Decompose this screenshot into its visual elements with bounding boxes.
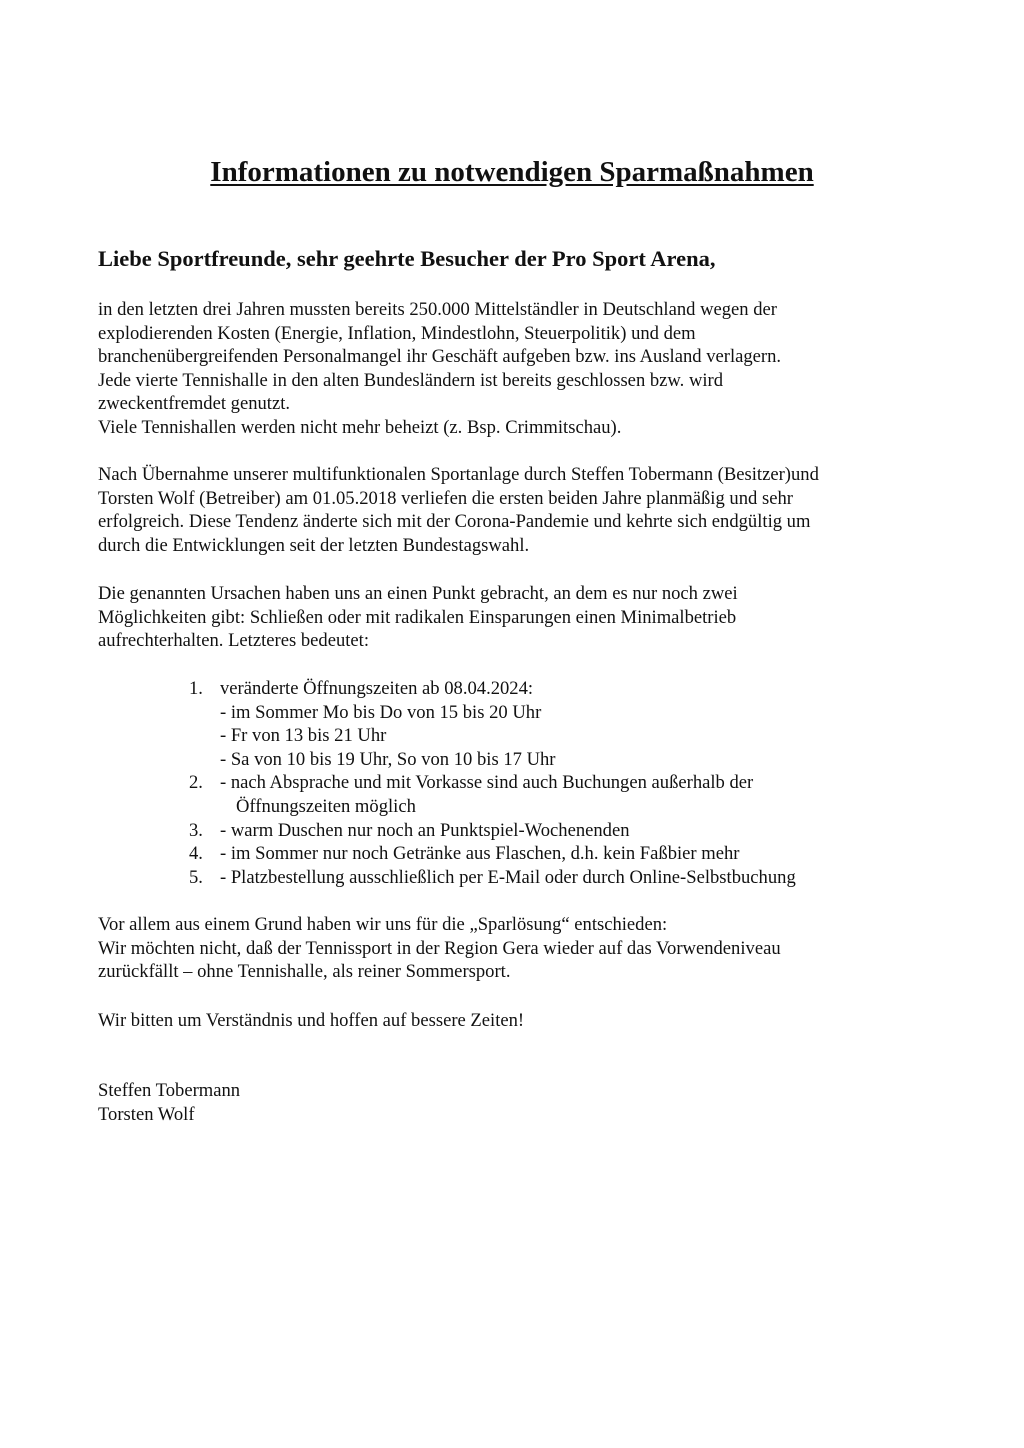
list-item-text: - Fr von 13 bis 21 Uhr xyxy=(220,725,387,747)
list-item-text: - im Sommer nur noch Getränke aus Flaschen, d.h. kein Faßbier mehr xyxy=(220,843,740,865)
paragraph-line: zweckentfremdet genutzt. xyxy=(98,393,291,415)
paragraph-closing xyxy=(98,1009,524,1033)
signatory-name: Torsten Wolf xyxy=(98,1103,195,1125)
paragraph-line: Torsten Wolf (Betreiber) am 01.05.2018 verliefen die ersten beiden Jahre planmäßig und sehr xyxy=(98,487,793,509)
list-number: 1. xyxy=(189,678,203,699)
signature-block xyxy=(98,1079,240,1126)
paragraph-line: branchenübergreifenden Personalmangel ihr Geschäft aufgeben bzw. ins Ausland verlagern. xyxy=(98,346,782,368)
paragraph-line: explodierenden Kosten (Energie, Inflation, Mindestlohn, Steuerpolitik) und dem xyxy=(98,322,696,344)
paragraph-line: aufrechterhalten. Letzteres bedeutet: xyxy=(98,630,369,652)
list-item-text: - im Sommer Mo bis Do von 15 bis 20 Uhr xyxy=(220,701,542,723)
list-item-text: Öffnungszeiten möglich xyxy=(236,795,416,817)
list-number: 4. xyxy=(189,843,203,865)
list-item-text: - nach Absprache und mit Vorkasse sind auch Buchungen außerhalb der xyxy=(220,772,754,794)
paragraph-history xyxy=(98,463,819,557)
paragraph-line: Möglichkeiten gibt: Schließen oder mit radikalen Einsparungen einen Minimalbetrieb xyxy=(98,606,737,628)
list-item-text: - Platzbestellung ausschließlich per E-Mail oder durch Online-Selbstbuchung xyxy=(220,866,796,888)
document-title: Informationen zu notwendigen Sparmaßnahmen xyxy=(210,156,814,188)
paragraph-line: durch die Entwicklungen seit der letzten Bundestagswahl. xyxy=(98,534,530,556)
paragraph-decision xyxy=(98,582,738,653)
list-number: 2. xyxy=(189,772,203,794)
paragraph-line: Wir bitten um Verständnis und hoffen auf bessere Zeiten! xyxy=(98,1010,525,1031)
list-item-text: - warm Duschen nur noch an Punktspiel-Wochenenden xyxy=(220,819,630,841)
paragraph-line: Vor allem aus einem Grund haben wir uns für die „Sparlösung“ entschieden: xyxy=(98,914,668,935)
paragraph-line: Jede vierte Tennishalle in den alten Bundesländern ist bereits geschlossen bzw. wird xyxy=(98,369,724,391)
paragraph-line: erfolgreich. Diese Tendenz änderte sich mit der Corona-Pandemie und kehrte sich endgültig um xyxy=(98,511,811,533)
paragraph-line: zurückfällt – ohne Tennishalle, als reiner Sommersport. xyxy=(98,961,511,983)
list-item-text: veränderte Öffnungszeiten ab 08.04.2024: xyxy=(220,678,534,699)
list-item-text: - Sa von 10 bis 19 Uhr, So von 10 bis 17 Uhr xyxy=(220,748,556,770)
paragraph-context xyxy=(98,298,781,440)
paragraph-line: Die genannten Ursachen haben uns an einen Punkt gebracht, an dem es nur noch zwei xyxy=(98,583,738,604)
list-number: 3. xyxy=(189,819,203,841)
paragraph-line: Wir möchten nicht, daß der Tennissport in der Region Gera wieder auf das Vorwendeniveau xyxy=(98,937,781,959)
signatory-name: Steffen Tobermann xyxy=(98,1080,241,1101)
paragraph-line: Viele Tennishallen werden nicht mehr beheizt (z. Bsp. Crimmitschau). xyxy=(98,416,622,438)
salutation: Liebe Sportfreunde, sehr geehrte Besucher der Pro Sport Arena, xyxy=(98,246,716,271)
paragraph-reason xyxy=(98,913,781,984)
paragraph-line: Nach Übernahme unserer multifunktionalen Sportanlage durch Steffen Tobermann (Besitzer)und xyxy=(98,464,819,485)
paragraph-line: in den letzten drei Jahren mussten bereits 250.000 Mittelständler in Deutschland wegen der xyxy=(98,299,777,320)
list-number: 5. xyxy=(189,866,203,888)
